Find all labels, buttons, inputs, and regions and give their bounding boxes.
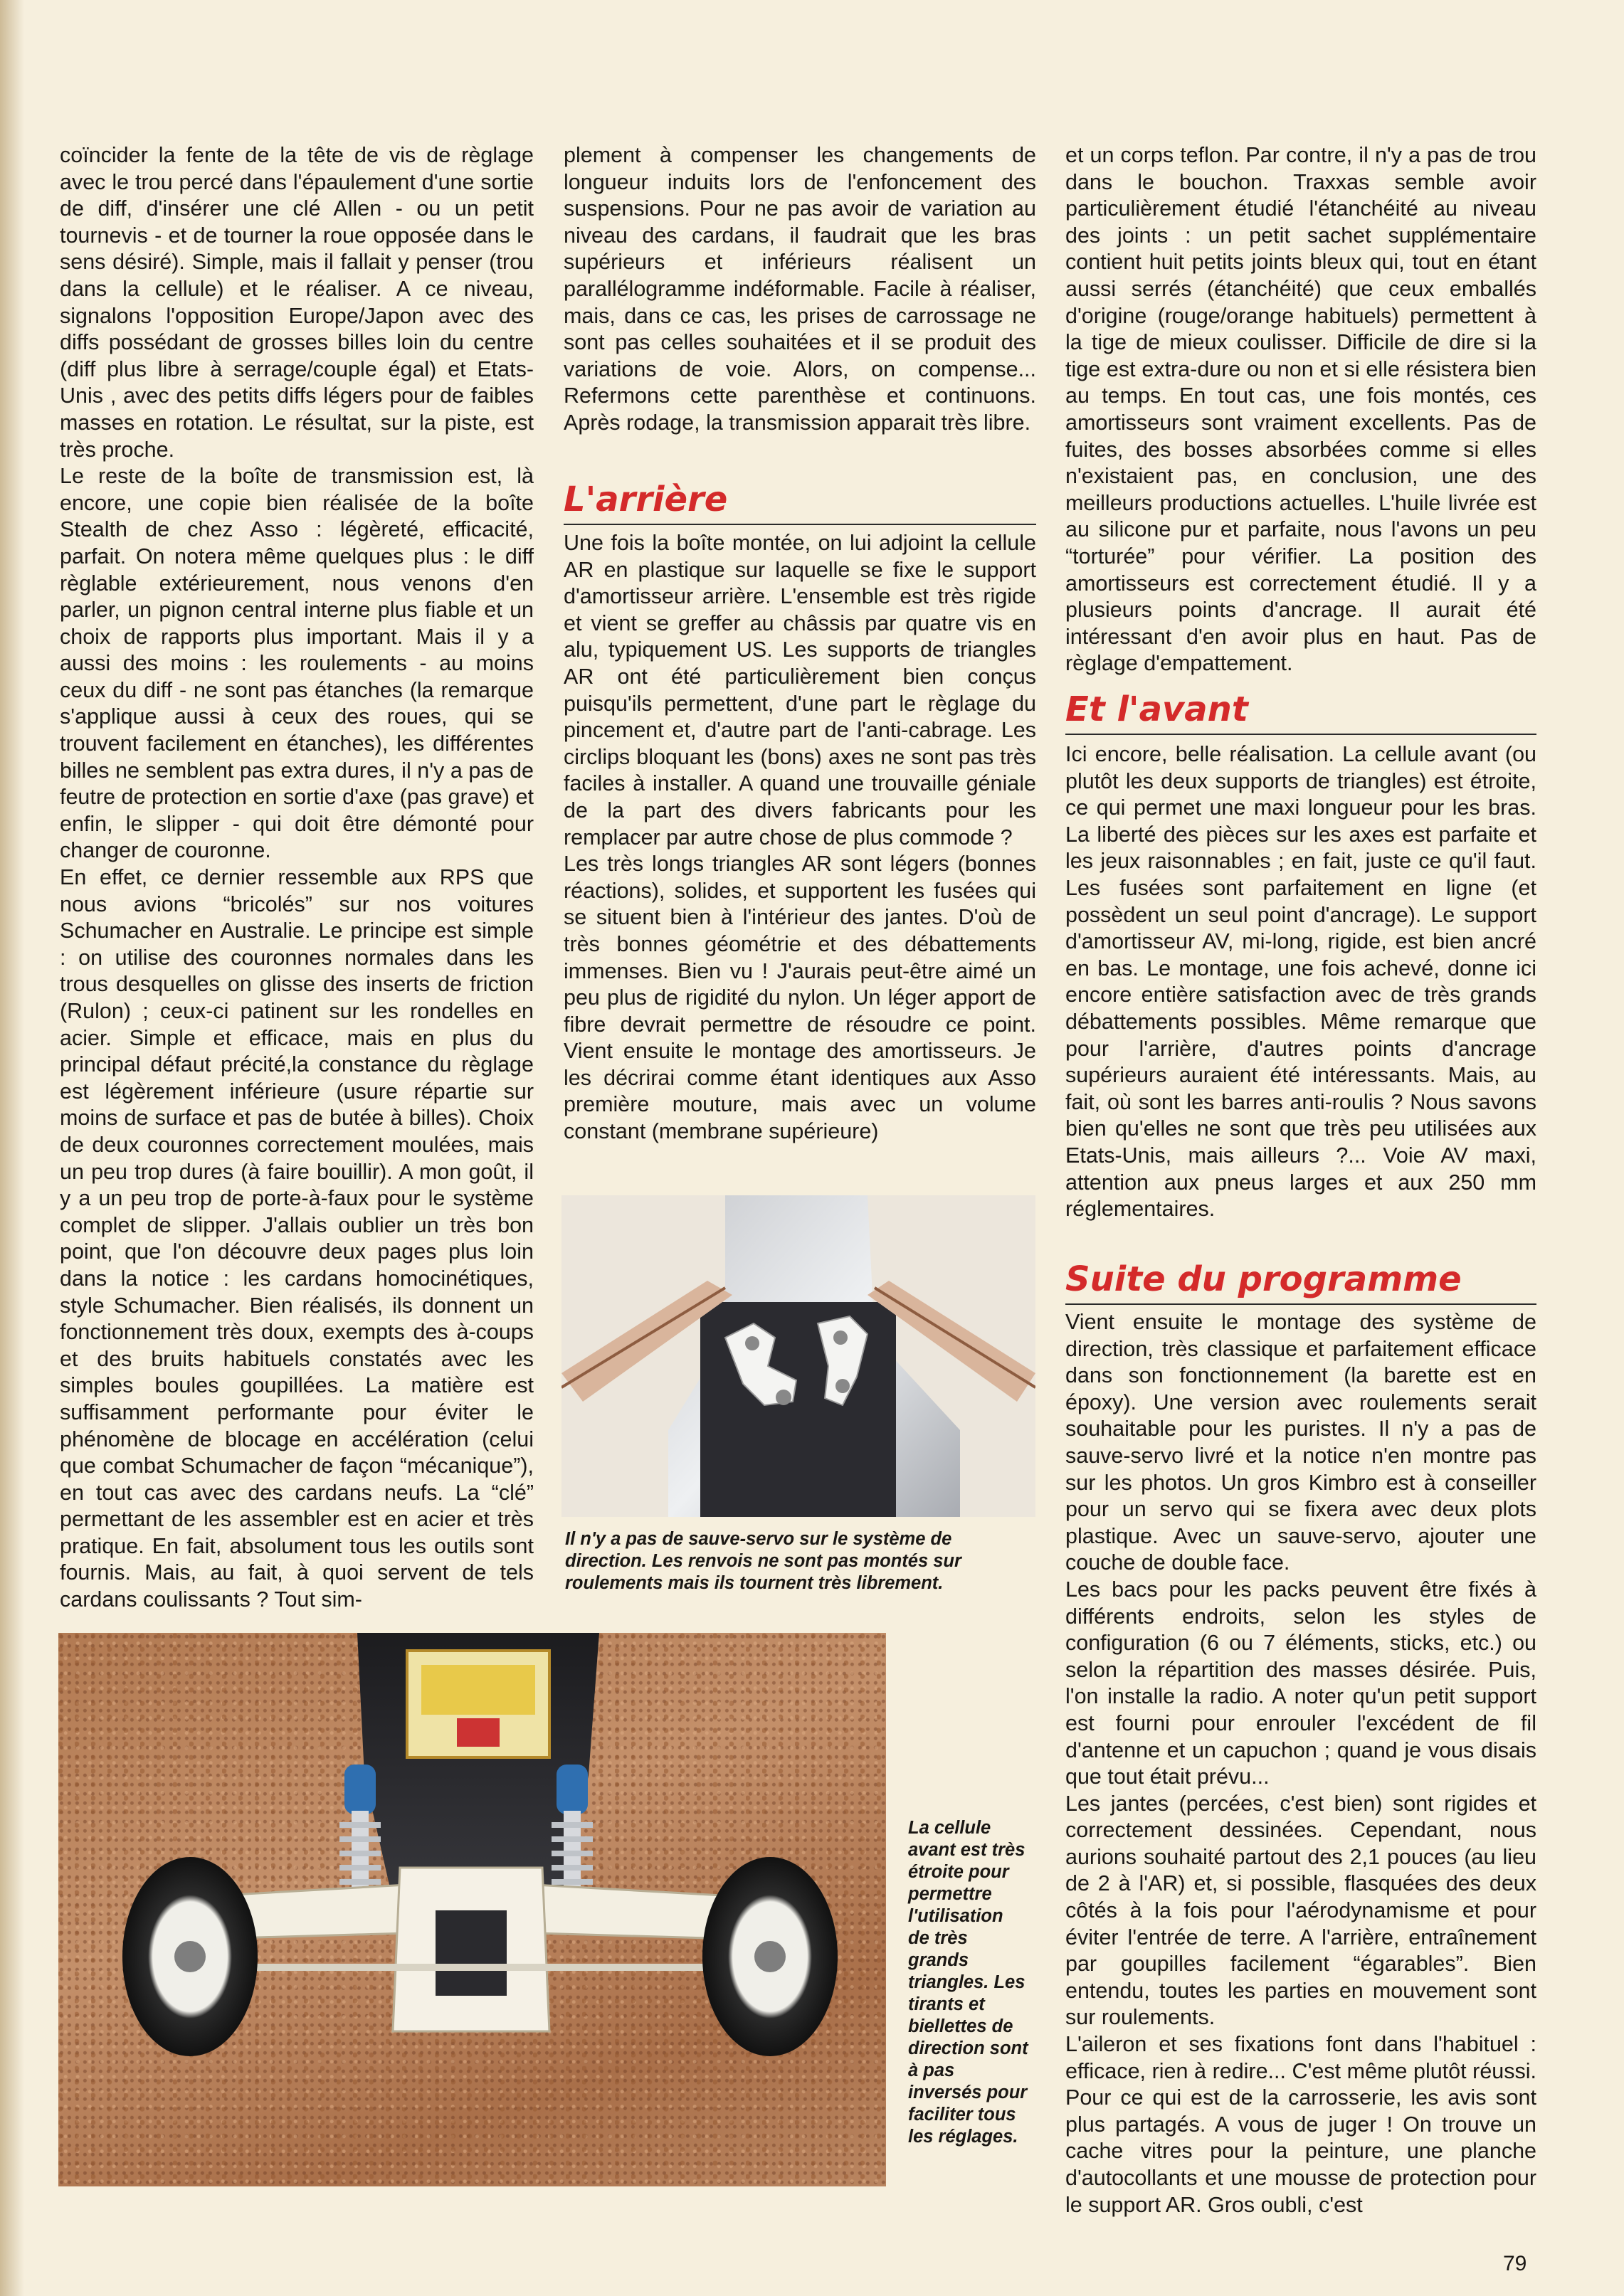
paragraph: Une fois la boîte montée, on lui adjoint la cellule AR en plastique sur laquelle se fixe le support d'amortisseur arrière. L'ensemble est très rigide et vient se greffer au châssis par quatre vis en alu, typiquement US. Les supports de triangles AR ont été particulièrement bien conçus puisqu'ils permettent, d'une part le règlage du pincement et, d'autre part de l'anti-cabrage. Les circlips bloquant les (bons) axes ne sont pas très faciles à installer. A quand une trouvaille géniale de la part des divers fabricants pour les remplacer par autre chose de plus commode ? xyxy=(564,531,1036,850)
paragraph: En effet, ce dernier ressemble aux RPS que nous avions “bricolés” sur nos voitures Schumacher en Australie. Le principe est simple : on utilise des couronnes normales dans les trous desquelles on glisse des inserts de friction (Rulon) ; ceux-ci patinent sur les rondelles en acier. Simple et efficace, mais en plus du principal défaut précité,la constance du règlage est légèrement inférieure (usure répartie sur moins de surface et pas de butée à billes). Choix de deux couronnes correctement moulées, mais un peu trop dures (à faire bouillir). A mon goût, il y a un peu trop de porte-à-faux pour le système complet de slipper. J'allais oublier un très bon point, que l'on découvre deux pages plus loin dans la notice : les cardans homocinétiques, style Schumacher. Bien réalisés, ils donnent un fonctionnement très doux, exempts des à-coups et des bruits habituels constatés avec les simples boules goupillées. La matière est suffisamment performante pour éviter le phénomène de blocage en accélération (celui que combat Schumacher de façon “mécanique”), en tout cas avec des cardans neufs. La “clé” permettant de les assembler est en acier et très pratique. En fait, absolument tous les outils sont fournis. Mais, au fait, à quoi servent de tels cardans coulissants ? Tout sim- xyxy=(60,865,534,1612)
article-column-2-continued xyxy=(564,530,1036,1146)
paragraph: Ici encore, belle réalisation. La cellule avant (ou plutôt les deux supports de triangles) est étroite, ce qui permet une maxi longueur pour les bras. La liberté des pièces sur les axes est parfaite et les jeux raisonnables ; en fait, juste ce qu'il faut. Les fusées sont parfaitement en ligne (et possèdent un seul point d'ancrage). Le support d'amortisseur AV, mi-long, rigide, est bien ancré en bas. Le montage, une fois achevé, donne ici encore entière satisfaction avec de très grands débattements possibles. Même remarque que pour l'arrière, d'autres points d'ancrage supérieurs auraient été intéressants. Mais, au fait, où sont les barres anti-roulis ? Nous savons bien qu'elles ne sont que très peu utilisées aux Etats-Unis, mais ailleurs ?... Voie AV maxi, attention aux pneus larges et aux 250 mm réglementaires. xyxy=(1065,742,1536,1222)
steering-photo-caption: Il n'y a pas de sauve-servo sur le système de direction. Les renvois ne sont pas montés sur roulements mais ils tournent très librement. xyxy=(565,1529,961,1593)
article-column-3 xyxy=(1065,142,1536,677)
paragraph: et un corps teflon. Par contre, il n'y a pas de trou dans le bouchon. Traxxas semble avoir particulièrement étudié l'étanchéité au niveau des joints : un petit sachet supplémentaire contient huit petits joints bleux qui, tout en étant aussi serrés (étanchéité) que ceux emballés d'origine (rouge/orange habituels) permettent à la tige de mieux coulisser. Difficile de dire si la tige est extra-dure ou non et si elle résistera bien au temps. En tout cas, une fois montés, ces amortisseurs sont vraiment excellents. Pas de fuites, des bosses absorbées comme si elles n'existaient pas, en conclusion, une des meilleurs productions actuelles. L'huile livrée est au silicone pur et parfaite, nous l'avons un peu “torturée” pour vérifier. La position des amortisseurs est correctement étudié. Il y a plusieurs points d'ancrage. Il aurait été intéressant d'en avoir plus en haut. Pas de règlage d'empattement. xyxy=(1065,143,1536,676)
paragraph: Les bacs pour les packs peuvent être fixés à différents endroits, selon les styles de configuration (6 ou 7 éléments, sticks, etc.) ou selon la répartition des masses désirée. Puis, l'on installe la radio. A noter qu'un petit support est fourni pour enrouler l'excédent de fil d'antenne et un capuchon ; quand je vous disais que tout était prévu... xyxy=(1065,1577,1536,1789)
page-number: 79 xyxy=(1503,2252,1527,2275)
article-column-1 xyxy=(60,142,534,1614)
paragraph: Le reste de la boîte de transmission est, là encore, une copie bien réalisée de la boîte Stealth de chez Asso : légèreté, efficacité, parfait. On notera même quelques plus : le diff règlable extérieurement, nous venons d'en parler, un pignon central interne plus fiable et un choix de rapports plus important. Mais il y a aussi des moins : les roulements - au moins ceux du diff - ne sont pas étanches (la remarque s'applique aussi à ceux des roues, qui se trouvent facilement en étanches), les différentes billes ne semblent pas extra dures, il n'y a pas de feutre de protection en sortie d'axe (pas grave) et enfin, le slipper - qui doit être démonté pour changer de couronne. xyxy=(60,464,534,863)
paragraph: L'aileron et ses fixations font dans l'habituel : efficace, rien à redire... C'est même plutôt réussi. Pour ce qui est de la carrosserie, les avis sont plus partagés. A vous de juger ! On trouve un cache vitres pour la peinture, une planche d'autocollants et une mousse de protection pour le support AR. Gros oubli, c'est xyxy=(1065,2032,1536,2217)
article-column-3-suite xyxy=(1065,1309,1536,2218)
paragraph: Les très longs triangles AR sont légers (bonnes réactions), solides, et supportent les fusées qui se situent bien à l'intérieur des jantes. D'où de très bonnes géométrie et des débattements immenses. Bien vu ! J'aurais peut-être aimé un peu plus de rigidité du nylon. Un léger apport de fibre devrait permettre de résoudre ce point. Vient ensuite le montage des amortisseurs. Je les décrirai comme étant identiques aux Asso première mouture, mais avec un volume constant (membrane supérieure) xyxy=(564,852,1036,1144)
paragraph: coïncider la fente de la tête de vis de règlage avec le trou percé dans l'épaulement d'une sortie de diff, d'insérer une clé Allen - ou un petit tournevis - et de tourner la roue opposée dans le sens désiré). Simple, mais il fallait y penser (trou dans la cellule) et le réaliser. A ce niveau, signalons l'opposition Europe/Japon avec des diffs possédant de grosses billes loin du centre (diff plus libre à serrage/couple égal) et Etats-Unis , avec des petits diffs légers pour de faibles masses en rotation. Le résultat, sur la piste, est très proche. xyxy=(60,143,534,462)
article-column-3-avant xyxy=(1065,741,1536,1223)
front-cell-photo-caption: La cellule avant est très étroite pour permettre l'utilisation de très grands triangles. Les tirants et biellettes de direction sont à pas inversés pour faciliter tous les réglages. xyxy=(908,1818,1028,2147)
section-heading-suite: Suite du programme xyxy=(1065,1258,1536,1305)
page-binding-edge xyxy=(0,0,24,2296)
section-heading-arriere: L'arrière xyxy=(564,478,1036,525)
paragraph: Vient ensuite le montage des système de direction, très classique et parfaitement efficace dans son fonctionnement (la barette est en époxy). Une version avec roulements serait souhaitable pour les puristes. Il n'y a pas de sauve-servo livré et la notice n'en montre pas sur les photos. Un gros Kimbro est à conseiller pour un servo qui se fixera avec deux plots plastique. Avec un sauve-servo, ajouter une couche de double face. xyxy=(1065,1310,1536,1575)
article-column-2 xyxy=(564,142,1036,437)
section-heading-avant: Et l'avant xyxy=(1065,688,1536,735)
paragraph: Les jantes (percées, c'est bien) sont rigides et correctement dessinées. Cependant, nous aurions souhaité partout des 2,1 pouces (au lieu de 2 à l'AR) et, si possible, flasquées des deux côtés à la fois pour l'aérodynamisme et pour éviter l'entrée de terre. A l'arrière, entraînement par goupilles facilement “égarables”. Bien entendu, toutes les parties en mouvement sont sur roulements. xyxy=(1065,1791,1536,2030)
front-suspension-photo xyxy=(58,1633,886,2186)
steering-system-photo xyxy=(561,1195,1035,1517)
paragraph: plement à compenser les changements de longueur induits lors de l'enfoncement des suspensions. Pour ne pas avoir de variation au niveau des cardans, il faudrait que les bras supérieurs et inférieurs réalisent un parallélogramme indéformable. Facile à réaliser, mais, dans ce cas, les prises de carrossage ne sont pas celles souhaitées et il se produit des variations de voie. Alors, on compense... Refermons cette parenthèse et continuons. Après rodage, la transmission apparait très libre. xyxy=(564,143,1036,435)
